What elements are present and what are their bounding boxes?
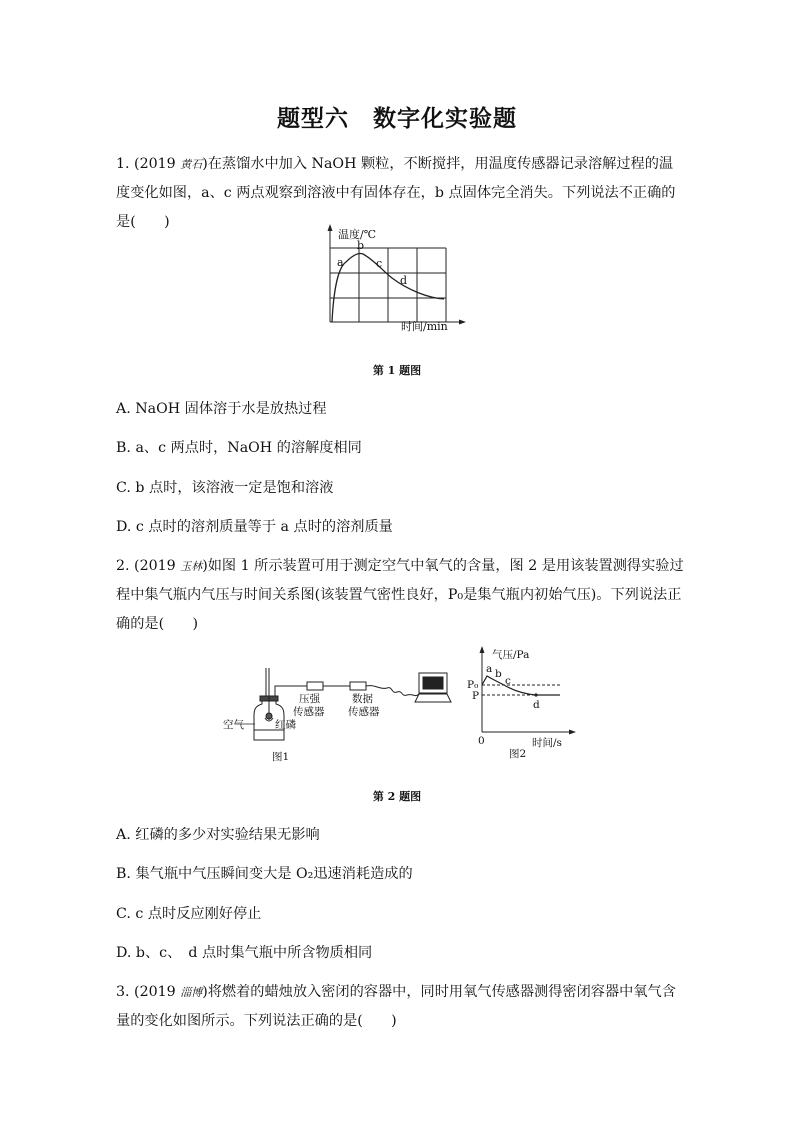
question-1-number: 1. (2019 <box>116 156 181 172</box>
q1-option-a: A. NaOH 固体溶于水是放热过程 <box>116 401 327 417</box>
point-d-label: d <box>533 699 540 711</box>
q2-option-b: B. 集气瓶中气压瞬间变大是 O₂迅速消耗造成的 <box>116 866 413 882</box>
point-c-label: c <box>376 257 383 270</box>
apparatus-figure <box>215 660 465 768</box>
air-label: 空气 <box>223 719 244 731</box>
question-1-source: 黄石 <box>180 158 203 171</box>
question-2-number: 2. (2019 <box>116 558 181 574</box>
phosphorus-label: 红磷 <box>275 719 296 731</box>
question-2-text: )如图 1 所示装置可用于测定空气中氧气的含量，图 2 是用该装置测得实验过程中集气瓶内气压与时间关系图(该装置气密性良好，P₀是集气瓶内初始气压)。下列说法正确的是( ) <box>116 558 684 632</box>
grid <box>330 248 446 322</box>
x-axis-label: 时间/min <box>401 320 448 333</box>
p-label: P <box>472 690 480 702</box>
point-b-label: b <box>495 668 502 680</box>
figure-2-label: 图2 <box>509 748 527 760</box>
laptop-base <box>415 694 451 702</box>
q1-option-d: D. c 点时的溶剂质量等于 a 点时的溶剂质量 <box>116 519 393 535</box>
question-3-number: 3. (2019 <box>116 984 181 1000</box>
q1-option-c: C. b 点时，该溶液一定是饱和溶液 <box>116 480 334 496</box>
data-sensor-label-2: 传感器 <box>348 706 380 718</box>
x-axis-label: 时间/s <box>532 737 562 749</box>
y-axis-arrow <box>328 224 333 231</box>
question-1-figure <box>318 222 468 334</box>
page-title: 题型六 数字化实验题 <box>277 105 517 132</box>
origin-label: 0 <box>478 735 485 747</box>
y-axis-label: 温度/℃ <box>338 228 377 241</box>
q1-option-b: B. a、c 两点时，NaOH 的溶解度相同 <box>116 440 362 456</box>
x-axis-arrow <box>459 320 466 325</box>
point-d-marker <box>534 693 537 696</box>
point-c-label: c <box>505 675 511 687</box>
q2-option-a: A. 红磷的多少对实验结果无影响 <box>116 827 320 843</box>
point-d-label: d <box>400 274 408 287</box>
y-axis-label: 气压/Pa <box>492 649 530 661</box>
figure-1-label: 图1 <box>272 751 290 763</box>
question-3-stem <box>116 978 686 1036</box>
pressure-graph <box>462 644 582 764</box>
q2-option-c: C. c 点时反应刚好停止 <box>116 906 262 922</box>
point-b-label: b <box>357 239 365 252</box>
data-sensor <box>350 682 366 690</box>
question-2-stem <box>116 552 686 639</box>
pressure-sensor-label-1: 压强 <box>299 693 320 705</box>
data-cable <box>366 686 419 696</box>
red-phosphorus <box>266 713 272 719</box>
figure-2-caption: 第 2 题图 <box>372 790 422 803</box>
question-2-source: 玉林 <box>180 560 203 573</box>
point-a-label: a <box>337 256 344 269</box>
question-1-text: )在蒸馏水中加入 NaOH 颗粒，不断搅拌，用温度传感器记录溶解过程的温度变化如图，a、c 两点观察到溶液中有固体存在，b 点固体完全消失。下列说法不正确的是( ) <box>116 156 676 230</box>
pressure-sensor-label-2: 传感器 <box>293 706 325 718</box>
pressure-sensor <box>307 682 323 690</box>
p0-label: P₀ <box>467 679 479 691</box>
q2-option-d: D. b、c、 d 点时集气瓶中所含物质相同 <box>116 945 373 961</box>
point-a-label: a <box>486 663 493 675</box>
question-3-source: 淄博 <box>180 986 203 999</box>
data-sensor-label-1: 数据 <box>352 693 373 705</box>
question-3-text: )将燃着的蜡烛放入密闭的容器中，同时用氧气传感器测得密闭容器中氧气含量的变化如图所示。下列说法正确的是( ) <box>116 984 676 1029</box>
figure-1-caption: 第 1 题图 <box>372 364 422 377</box>
